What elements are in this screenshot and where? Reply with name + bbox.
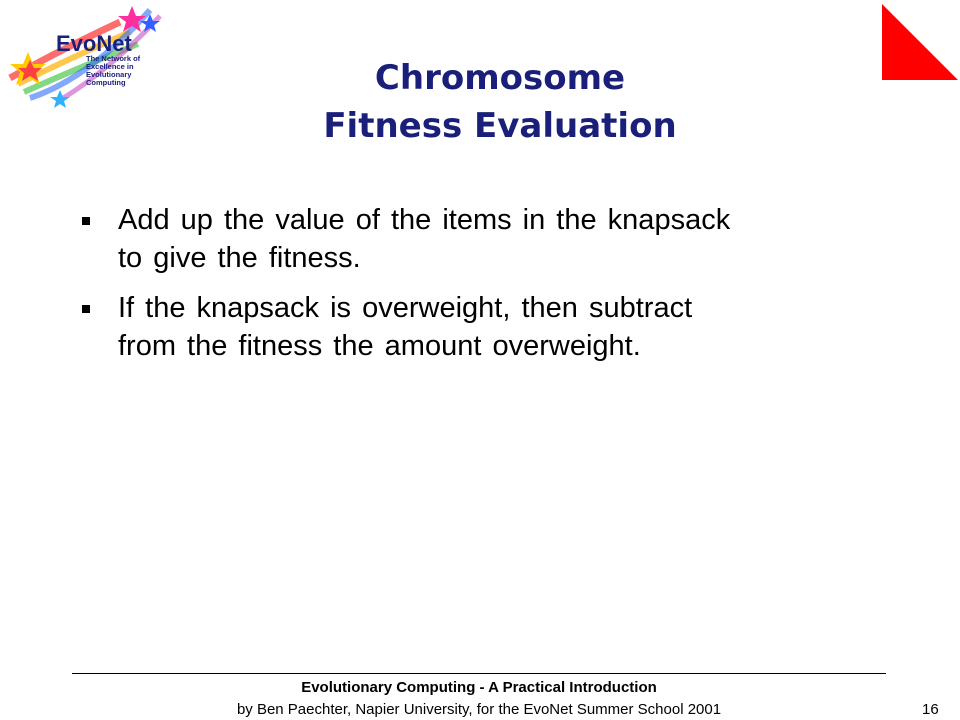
bullet-item [82, 289, 882, 365]
bullet-text [118, 289, 882, 365]
footer-title: Evolutionary Computing - A Practical Introduction [301, 679, 657, 696]
slide-title-line: Chromosome [374, 58, 626, 98]
bullet-line: Add up the value of the items in the knapsack [118, 204, 731, 236]
bullet-text [118, 201, 882, 277]
square-bullet-icon [82, 217, 90, 225]
logo-tagline-line: Evolutionary [86, 70, 132, 79]
bullet-list [82, 201, 882, 377]
logo-tagline-line: Excellence in [86, 62, 134, 71]
logo-tagline-line: Computing [86, 78, 126, 87]
page-number: 16 [922, 701, 939, 718]
logo-tagline-line: The Network of [86, 54, 141, 63]
footer-credit: by Ben Paechter, Napier University, for the EvoNet Summer School 2001 [236, 701, 722, 718]
footer-divider [72, 673, 886, 674]
slide-title-line: Fitness Evaluation [323, 106, 677, 146]
logo-name: EvoNet [56, 31, 132, 56]
bullet-line: from the fitness the amount overweight. [118, 330, 641, 362]
bullet-line: to give the fitness. [118, 242, 361, 274]
bullet-item [82, 201, 882, 277]
slide-title [0, 54, 960, 150]
bullet-line: If the knapsack is overweight, then subtract [118, 292, 693, 324]
square-bullet-icon [82, 305, 90, 313]
